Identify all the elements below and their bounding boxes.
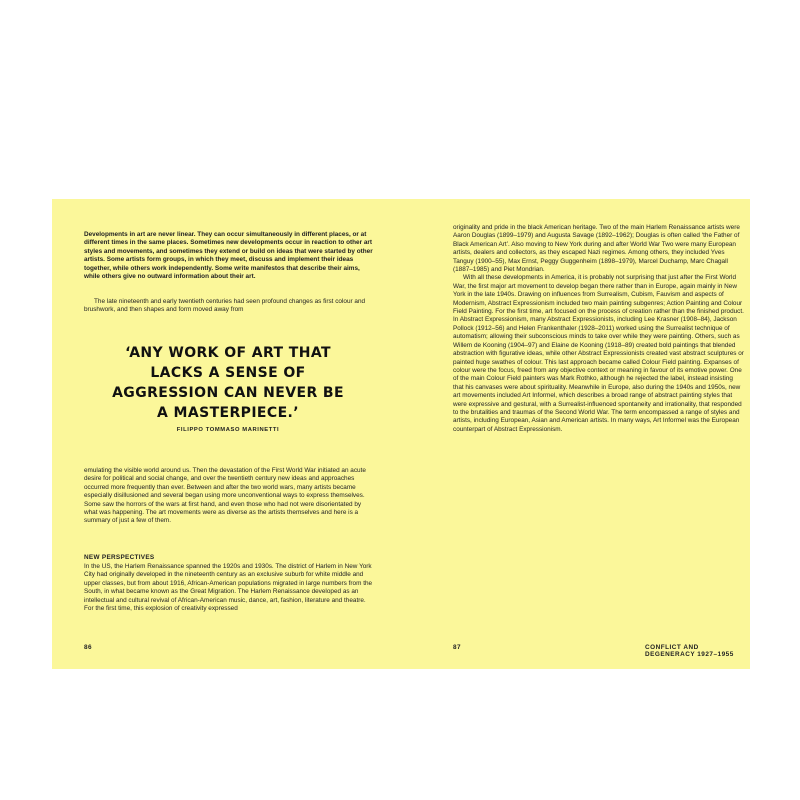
body-paragraph: emulating the visible world around us. Then the devastation of the First World War initiated an acute desire for political and social change, and over the twentieth century new ideas and approaches occurred more frequently than ever. Between and after the two world wars, many artists became especially disillusioned and several began using more unconventional ways to express themselves. Some saw the horrors of the wars at first hand, and even those who had not were disorientated by what was happening. The art movements were as diverse as the artists themselves and here is a summary of just a few of them.: [84, 467, 366, 525]
quote-author: FILIPPO TOMMASO MARINETTI: [176, 427, 280, 433]
body-paragraph-2: In the US, the Harlem Renaissance spanned the 1920s and 1930s. The district of Harlem in New York City had originally developed in the nineteenth century as an exclusive suburb for white middle and upper classes, but from about 1916, African-American populations migrated in large numbers from the South, in what became known as the Great Migration. The Harlem Renaissance developed as an intellectual and cultural revival of African-American music, dance, art, fashion, literature and theatre. For the first time, this explosion of creativity expressed: [84, 563, 373, 613]
right-page: [401, 199, 750, 669]
book-spread: [52, 199, 750, 669]
section-heading: NEW PERSPECTIVES: [84, 554, 155, 561]
right-paragraph-2: With all these developments in America, it is probably not surprising that just after the First World War, the first major art movement to develop began there rather than in Europe, again mainly in New York in the late 1940s. Drawing on influences from Surrealism, Cubism, Fauvism and aspects of Modernism, Abstract Expressionism included two main painting subgenres; Action Painting and Colour Field Painting. For the first time, art focused on the process of creation rather than the finished product. In Abstract Expressionism, many Abstract Expressionists, including Lee Krasner (1908–84), Jackson Pollock (1912–56) and Helen Frankenthaler (1928–2011) worked using the Surrealist technique of automatism; allowing their subconscious minds to take over while they were painting. Others, such as Willem de Kooning (1904–97) and Elaine de Kooning (1918–89) created bold paintings that blended abstraction with figurative ideas, while other Abstract Expressionists created vast abstract sculptures or painted huge swathes of colour. This last approach became called Colour Field painting. Expanses of colour were the focus, freed from any objective context or meaning in favour of its emotive power. One of the main Colour Field painters was Mark Rothko, although he rejected the label, instead insisting that his canvases were about spirituality. Meanwhile in Europe, also during the 1940s and 1950s, new art movements included Art Informel, which describes a broad range of abstract painting styles that were expressive and gestural, with a Surrealist-influenced spontaneity and irrationality, that responded to the brutalities and traumas of the Second World War. The term encompassed a range of styles and artists, including European, Asian and American artists. In many ways, Art Informel was the European counterpart of Abstract Expressionism.: [453, 274, 744, 433]
intro-continuation-text: The late nineteenth and early twentieth centuries had seen profound changes as first colour and brushwork, and then shapes and form moved away from: [84, 298, 366, 314]
page-number-right: 87: [453, 644, 462, 651]
body-text-right: [453, 224, 745, 434]
right-paragraph-1: originality and pride in the black American heritage. Two of the main Harlem Renaissance artists were Aaron Douglas (1899–1979) and Augusta Savage (1892–1962); Douglas is often called ‘the Father of Black American Art’. Also moving to New York during and after World War Two were many European artists, dealers and collectors, as they escaped Nazi regimes. Among others, they included Yves Tanguy (1900–55), Max Ernst, Peggy Guggenheim (1898–1979), Marcel Duchamp, Marc Chagall (1887–1985) and Piet Mondrian.: [453, 224, 740, 274]
intro-continuation: [84, 298, 376, 315]
left-page: [52, 199, 401, 669]
body-text-left-2: [84, 563, 376, 613]
body-text-left: [84, 467, 376, 526]
pull-quote: ‘ANY WORK OF ART THAT LACKS A SENSE OF AGGRESSION CAN NEVER BE A MASTERPIECE.’: [112, 345, 344, 421]
running-head: CONFLICT AND DEGENERACY 1927–1955: [645, 644, 734, 658]
page-number-left: 86: [84, 644, 93, 651]
intro-text: Developments in art are never linear. They can occur simultaneously in different places, or at different times in the same places. Sometimes new developments occur in reaction to other art styles and movements, and sometimes they extend or build on ideas that were started by other artists. Some artists form groups, in which they meet, discuss and implement their ideas together, while others work independently. Some write manifestos that describe their aims, while others give no outward information about their art.: [84, 231, 373, 281]
intro-paragraph: [84, 231, 376, 281]
